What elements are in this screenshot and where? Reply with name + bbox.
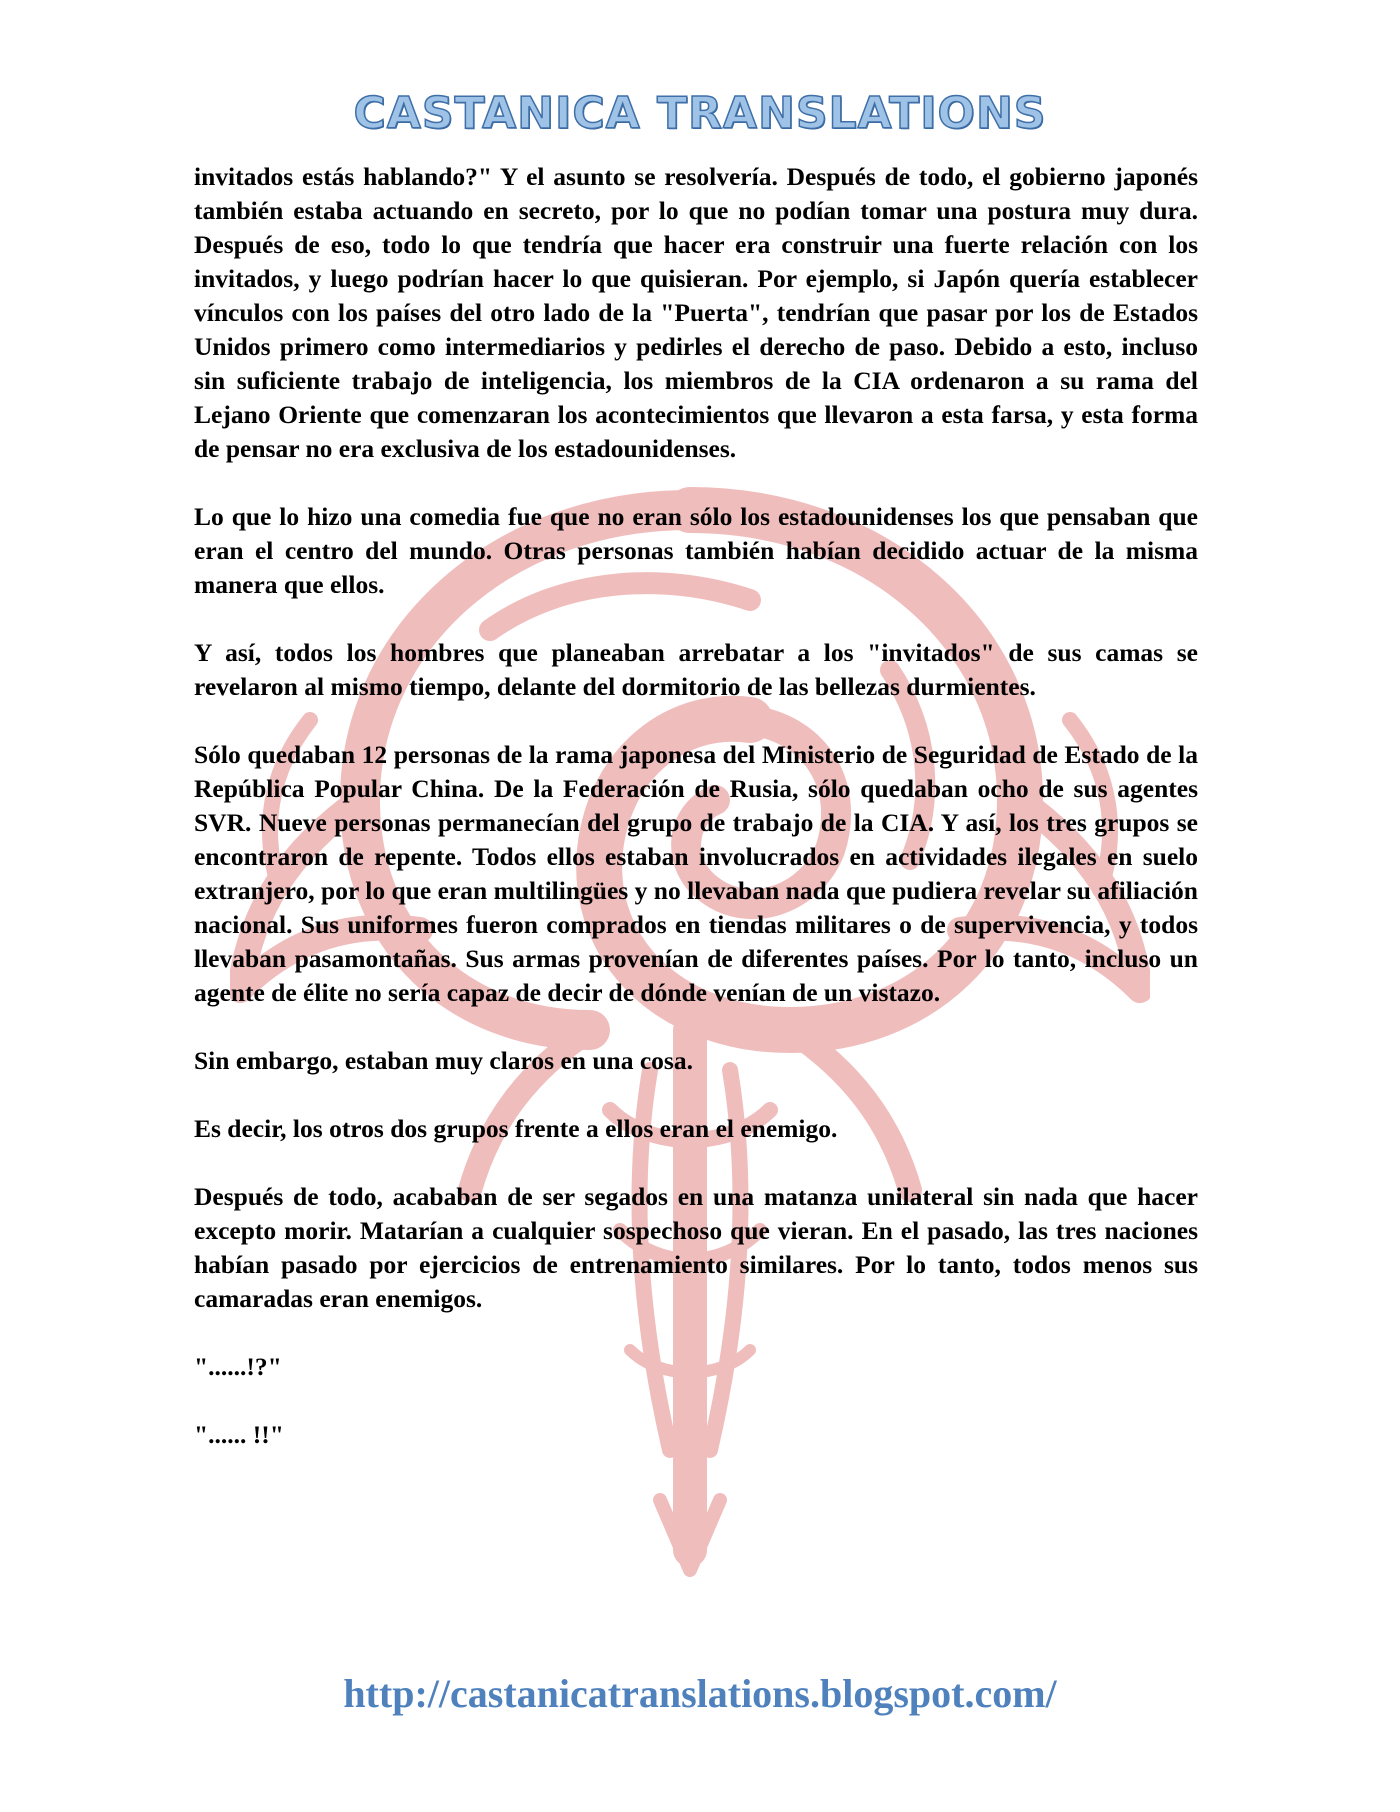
paragraph: Lo que lo hizo una comedia fue que no eran sólo los estadounidenses los que pensaban que eran el centro del mundo. Otras personas también habían decidido actuar de la misma manera que ellos.: [194, 502, 1198, 599]
paragraph: Sólo quedaban 12 personas de la rama japonesa del Ministerio de Seguridad de Estado de la República Popular China. De la Federación de Rusia, sólo quedaban ocho de sus agentes SVR. Nueve personas permanecían del grupo de trabajo de la CIA. Y así, los tres grupos se encontraron de repente. Todos ellos estaban involucrados en actividades ilegales en suelo extranjero, por lo que eran multilingües y no llevaban nada que pudiera revelar su afiliación nacional. Sus uniformes fueron comprados en tiendas militares o de supervivencia, y todos llevaban pasamontañas. Sus armas provenían de diferentes países. Por lo tanto, incluso un agente de élite no sería capaz de decir de dónde venían de un vistazo.: [194, 740, 1198, 1007]
page-header-title: CASTANICA TRANSLATIONS: [353, 88, 1047, 139]
paragraph: Después de todo, acababan de ser segados en una matanza unilateral sin nada que hacer excepto morir. Matarían a cualquier sospechoso que vieran. En el pasado, las tres naciones habían pasado por ejercicios de entrenamiento similares. Por lo tanto, todos menos sus camaradas eran enemigos.: [194, 1182, 1198, 1313]
paragraph: invitados estás hablando?" Y el asunto se resolvería. Después de todo, el gobierno japonés también estaba actuando en secreto, por lo que no podían tomar una postura muy dura. Después de eso, todo lo que tendría que hacer era construir una fuerte relación con los invitados, y luego podrían hacer lo que quisieran. Por ejemplo, si Japón quería establecer vínculos con los países del otro lado de la "Puerta", tendrían que pasar por los de Estados Unidos primero como intermediarios y pedirles el derecho de paso. Debido a esto, incluso sin suficiente trabajo de inteligencia, los miembros de la CIA ordenaron a su rama del Lejano Oriente que comenzaran los acontecimientos que llevaron a esta farsa, y esta forma de pensar no era exclusiva de los estadounidenses.: [194, 162, 1198, 463]
document-body: [194, 160, 1198, 1486]
paragraph: Sin embargo, estaban muy claros en una cosa.: [194, 1046, 693, 1075]
dialogue-line: "...... !!": [194, 1420, 284, 1449]
paragraph: Es decir, los otros dos grupos frente a ellos eran el enemigo.: [194, 1114, 838, 1143]
paragraph: Y así, todos los hombres que planeaban arrebatar a los "invitados" de sus camas se revelaron al mismo tiempo, delante del dormitorio de las bellezas durmientes.: [194, 638, 1198, 701]
dialogue-line: "......!?": [194, 1352, 282, 1381]
footer-url-link[interactable]: http://castanicatranslations.blogspot.com/: [343, 1671, 1057, 1716]
